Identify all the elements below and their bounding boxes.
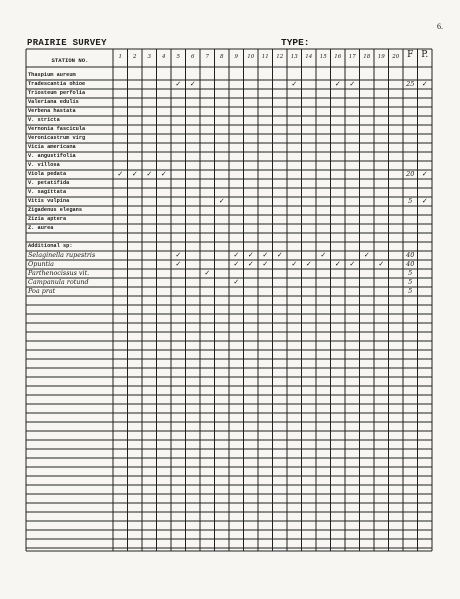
species-label: Vicia americana xyxy=(28,143,76,150)
species-label: Triosteum perfolia xyxy=(28,89,86,96)
page-number: 6. xyxy=(437,22,443,31)
station-check-mark: ✓ xyxy=(247,250,254,259)
station-column-header: 11 xyxy=(261,54,269,60)
species-label: Tradescantia ohioe xyxy=(28,80,86,87)
station-check-mark: ✓ xyxy=(175,79,182,88)
station-check-mark: ✓ xyxy=(334,79,341,88)
station-column-header: 8 xyxy=(220,54,224,60)
station-column-header: 4 xyxy=(162,54,166,60)
frequency-value: 5 xyxy=(408,268,413,277)
species-label: Veronicastrum virg xyxy=(28,134,86,141)
frequency-value: 5 xyxy=(408,196,413,205)
station-check-mark: ✓ xyxy=(146,169,153,178)
frequency-value: 5 xyxy=(408,286,413,295)
station-column-header: 7 xyxy=(205,54,209,60)
station-column-header: 3 xyxy=(147,54,151,60)
species-label: Zigadenus elegans xyxy=(28,206,83,213)
station-check-mark: ✓ xyxy=(305,259,312,268)
station-column-header: 5 xyxy=(176,54,180,60)
station-check-mark: ✓ xyxy=(262,250,269,259)
frequency-value: 5 xyxy=(408,277,413,286)
species-label: Zizia aptera xyxy=(28,215,67,222)
station-check-mark: ✓ xyxy=(378,259,385,268)
station-check-mark: ✓ xyxy=(363,250,370,259)
species-label: V. petatifida xyxy=(28,179,70,186)
species-label: Vernonia fascicula xyxy=(28,125,86,132)
station-column-header: 9 xyxy=(234,54,238,60)
survey-title: PRAIRIE SURVEY xyxy=(27,38,107,48)
station-check-mark: ✓ xyxy=(349,259,356,268)
station-column-header: 14 xyxy=(305,54,313,60)
station-check-mark: ✓ xyxy=(262,259,269,268)
species-label: Valeriana edulis xyxy=(28,98,79,105)
station-column-header: 20 xyxy=(392,54,400,60)
species-label: Viola pedata xyxy=(28,170,67,177)
species-label: Z. aurea xyxy=(28,224,54,231)
station-column-header: 15 xyxy=(319,54,327,60)
frequency-value: 25 xyxy=(406,79,415,88)
station-column-header: 16 xyxy=(334,54,342,60)
station-check-mark: ✓ xyxy=(291,79,298,88)
station-column-header: 19 xyxy=(377,54,385,60)
station-check-mark: ✓ xyxy=(334,259,341,268)
station-check-mark: ✓ xyxy=(189,79,196,88)
station-check-mark: ✓ xyxy=(233,259,240,268)
station-check-mark: ✓ xyxy=(131,169,138,178)
presence-column-header: P. xyxy=(421,50,429,60)
station-number-header: STATION NO. xyxy=(51,57,89,64)
station-check-mark: ✓ xyxy=(233,250,240,259)
station-column-header: 13 xyxy=(290,54,298,60)
species-label: V. sagittata xyxy=(28,188,67,195)
frequency-value: 20 xyxy=(406,169,415,178)
station-check-mark: ✓ xyxy=(204,268,211,277)
station-column-header: 1 xyxy=(118,54,122,60)
station-column-header: 17 xyxy=(348,54,356,60)
species-label: V. stricta xyxy=(28,116,60,123)
handwritten-species-label: Selaginella rupestris xyxy=(28,250,96,259)
station-check-mark: ✓ xyxy=(233,277,240,286)
station-check-mark: ✓ xyxy=(160,169,167,178)
station-check-mark: ✓ xyxy=(175,259,182,268)
station-check-mark: ✓ xyxy=(247,259,254,268)
station-check-mark: ✓ xyxy=(276,250,283,259)
station-column-header: 10 xyxy=(247,54,255,60)
species-label: Additional sp: xyxy=(28,242,73,249)
station-check-mark: ✓ xyxy=(117,169,124,178)
station-check-mark: ✓ xyxy=(291,259,298,268)
presence-check-mark: ✓ xyxy=(421,196,428,205)
station-column-header: 18 xyxy=(363,54,371,60)
species-label: Verbena hastata xyxy=(28,107,76,114)
station-column-header: 2 xyxy=(133,54,137,60)
frequency-column-header: F xyxy=(407,50,414,60)
frequency-value: 40 xyxy=(406,250,415,259)
frequency-value: 40 xyxy=(406,259,415,268)
station-check-mark: ✓ xyxy=(218,196,225,205)
station-check-mark: ✓ xyxy=(320,250,327,259)
station-column-header: 6 xyxy=(191,54,195,60)
station-check-mark: ✓ xyxy=(175,250,182,259)
presence-check-mark: ✓ xyxy=(421,79,428,88)
handwritten-species-label: Opuntia xyxy=(28,259,54,268)
species-label: Thaspium aureum xyxy=(28,71,76,78)
species-label: V. villosa xyxy=(28,161,60,168)
type-label: TYPE: xyxy=(281,37,310,48)
handwritten-species-label: Campanula rotund xyxy=(28,277,89,286)
species-label: Vitis vulpina xyxy=(28,197,70,204)
handwritten-species-label: Parthenocissus vit. xyxy=(28,268,90,277)
presence-check-mark: ✓ xyxy=(421,169,428,178)
station-column-header: 12 xyxy=(276,54,284,60)
station-check-mark: ✓ xyxy=(349,79,356,88)
species-label: V. angustifolia xyxy=(28,152,76,159)
handwritten-species-label: Poa prat xyxy=(28,286,56,295)
